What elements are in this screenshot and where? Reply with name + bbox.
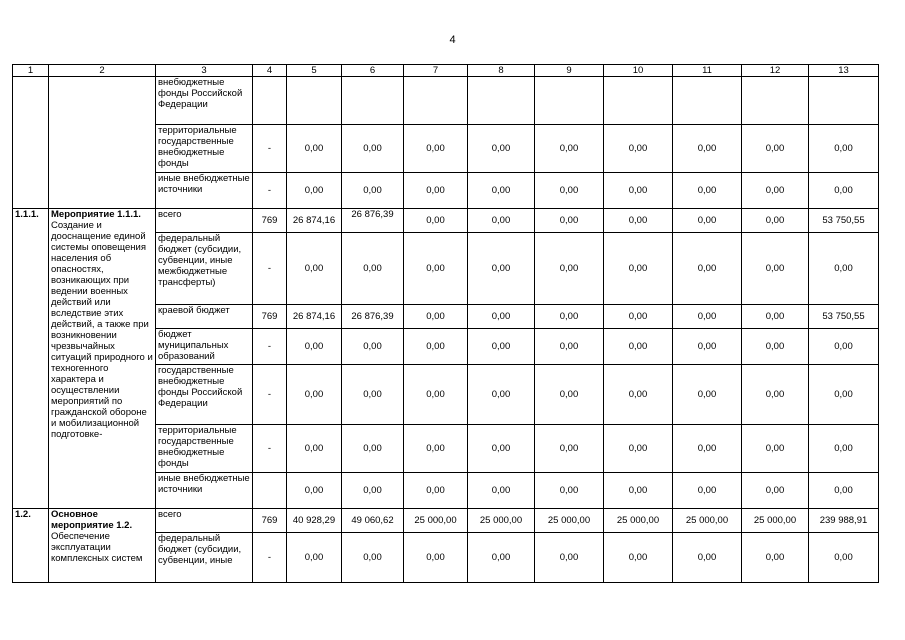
value-cell: 0,00 xyxy=(468,305,535,329)
column-header: 12 xyxy=(742,65,809,77)
column-header-row xyxy=(13,65,879,77)
value-cell: 0,00 xyxy=(468,425,535,473)
value-cell: 0,00 xyxy=(604,305,673,329)
funding-source: иные внебюджетные источники xyxy=(156,173,253,209)
value-cell: 0,00 xyxy=(342,173,404,209)
value-cell: 0,00 xyxy=(742,305,809,329)
value-cell: 0,00 xyxy=(604,233,673,305)
item-description: Создание и дооснащение единой системы оповещения населения об опасностях, возникающих при ведении военных действий или вследствие этих действий, а также при возникновении чрезвычайных ситуаций природного и техногенного характера и осуществлении мероприятий по гражданской обороне и мобилизационной подготовке- xyxy=(51,220,153,440)
funding-source: всего xyxy=(156,509,253,533)
value-cell: 0,00 xyxy=(468,233,535,305)
value-cell: 26 874,16 xyxy=(287,305,342,329)
code-cell: - xyxy=(253,533,287,583)
value-cell: 0,00 xyxy=(468,329,535,365)
item-description: Обеспечение эксплуатации комплексных систем xyxy=(51,531,143,564)
funding-source: государственные внебюджетные фонды Российской Федерации xyxy=(156,365,253,425)
value-cell: 0,00 xyxy=(342,425,404,473)
value-cell: 0,00 xyxy=(604,533,673,583)
item-name-cell xyxy=(49,509,156,583)
cell xyxy=(604,77,673,125)
value-cell: 0,00 xyxy=(287,173,342,209)
value-cell: 0,00 xyxy=(342,533,404,583)
item-name-cell xyxy=(49,209,156,509)
value-cell: 0,00 xyxy=(604,209,673,233)
value-cell: 0,00 xyxy=(604,173,673,209)
column-header: 4 xyxy=(253,65,287,77)
item-title: Мероприятие 1.1.1. xyxy=(51,209,141,220)
value-cell: 26 876,39 xyxy=(342,209,404,233)
value-cell: 0,00 xyxy=(535,125,604,173)
cell xyxy=(404,77,468,125)
funding-source: бюджет муниципальных образований xyxy=(156,329,253,365)
value-cell: 0,00 xyxy=(535,473,604,509)
value-cell: 0,00 xyxy=(604,125,673,173)
value-cell: 0,00 xyxy=(604,425,673,473)
code-cell: 769 xyxy=(253,305,287,329)
table-row xyxy=(13,509,879,533)
cell xyxy=(535,77,604,125)
code-cell: - xyxy=(253,125,287,173)
value-cell: 0,00 xyxy=(342,365,404,425)
value-cell: 49 060,62 xyxy=(342,509,404,533)
value-cell: 0,00 xyxy=(673,233,742,305)
column-header: 2 xyxy=(49,65,156,77)
value-cell: 0,00 xyxy=(404,173,468,209)
value-cell: 239 988,91 xyxy=(809,509,879,533)
funding-source: территориальные государственные внебюджетные фонды xyxy=(156,425,253,473)
value-cell: 26 876,39 xyxy=(342,305,404,329)
value-cell: 0,00 xyxy=(809,329,879,365)
value-cell: 0,00 xyxy=(742,125,809,173)
value-cell: 0,00 xyxy=(342,473,404,509)
funding-source: внебюджетные фонды Российской Федерации xyxy=(156,77,253,125)
value-cell: 0,00 xyxy=(673,209,742,233)
value-cell: 0,00 xyxy=(404,329,468,365)
funding-source: иные внебюджетные источники xyxy=(156,473,253,509)
column-header: 11 xyxy=(673,65,742,77)
code-cell xyxy=(253,473,287,509)
column-header: 1 xyxy=(13,65,49,77)
value-cell: 0,00 xyxy=(404,209,468,233)
cell xyxy=(253,77,287,125)
value-cell: 0,00 xyxy=(809,125,879,173)
value-cell: 0,00 xyxy=(604,473,673,509)
column-header: 6 xyxy=(342,65,404,77)
value-cell: 0,00 xyxy=(809,365,879,425)
value-cell: 0,00 xyxy=(742,425,809,473)
value-cell: 0,00 xyxy=(287,473,342,509)
funding-source: федеральный бюджет (субсидии, субвенции, иные xyxy=(156,533,253,583)
value-cell: 0,00 xyxy=(604,329,673,365)
value-cell: 0,00 xyxy=(468,473,535,509)
value-cell: 0,00 xyxy=(468,125,535,173)
value-cell: 0,00 xyxy=(287,365,342,425)
value-cell: 0,00 xyxy=(673,533,742,583)
value-cell: 0,00 xyxy=(468,533,535,583)
value-cell: 0,00 xyxy=(604,365,673,425)
value-cell: 0,00 xyxy=(809,533,879,583)
value-cell: 0,00 xyxy=(673,305,742,329)
index-cell xyxy=(13,77,49,209)
column-header: 10 xyxy=(604,65,673,77)
value-cell: 0,00 xyxy=(673,329,742,365)
value-cell: 0,00 xyxy=(535,305,604,329)
column-header: 7 xyxy=(404,65,468,77)
value-cell: 0,00 xyxy=(404,125,468,173)
funding-source: территориальные государственные внебюджетные фонды xyxy=(156,125,253,173)
value-cell: 0,00 xyxy=(287,125,342,173)
value-cell: 25 000,00 xyxy=(604,509,673,533)
column-header: 13 xyxy=(809,65,879,77)
cell xyxy=(287,77,342,125)
value-cell: 0,00 xyxy=(404,233,468,305)
value-cell: 25 000,00 xyxy=(742,509,809,533)
cell xyxy=(468,77,535,125)
value-cell: 0,00 xyxy=(404,533,468,583)
column-header: 9 xyxy=(535,65,604,77)
table-row xyxy=(13,209,879,233)
code-cell: 769 xyxy=(253,509,287,533)
value-cell: 0,00 xyxy=(535,209,604,233)
table-row xyxy=(13,77,879,125)
item-index: 1.1.1. xyxy=(13,209,49,509)
value-cell: 0,00 xyxy=(404,365,468,425)
cell xyxy=(809,77,879,125)
value-cell: 40 928,29 xyxy=(287,509,342,533)
value-cell: 0,00 xyxy=(673,365,742,425)
item-index: 1.2. xyxy=(13,509,49,583)
value-cell: 0,00 xyxy=(535,425,604,473)
value-cell: 0,00 xyxy=(809,425,879,473)
page-number: 4 xyxy=(449,34,456,46)
value-cell: 25 000,00 xyxy=(404,509,468,533)
value-cell: 0,00 xyxy=(742,209,809,233)
value-cell: 0,00 xyxy=(742,233,809,305)
value-cell: 0,00 xyxy=(742,365,809,425)
value-cell: 25 000,00 xyxy=(468,509,535,533)
code-cell: - xyxy=(253,233,287,305)
column-header: 3 xyxy=(156,65,253,77)
value-cell: 0,00 xyxy=(287,329,342,365)
value-cell: 0,00 xyxy=(535,533,604,583)
value-cell: 26 874,16 xyxy=(287,209,342,233)
value-cell: 0,00 xyxy=(342,329,404,365)
value-cell: 0,00 xyxy=(809,233,879,305)
value-cell: 0,00 xyxy=(673,173,742,209)
value-cell: 0,00 xyxy=(742,473,809,509)
funding-source: федеральный бюджет (субсидии, субвенции, иные межбюджетные трансферты) xyxy=(156,233,253,305)
value-cell: 0,00 xyxy=(742,173,809,209)
value-cell: 0,00 xyxy=(404,425,468,473)
value-cell: 0,00 xyxy=(673,473,742,509)
name-cell xyxy=(49,77,156,209)
funding-source: краевой бюджет xyxy=(156,305,253,329)
funding-source: всего xyxy=(156,209,253,233)
value-cell: 0,00 xyxy=(342,233,404,305)
value-cell: 25 000,00 xyxy=(535,509,604,533)
value-cell: 0,00 xyxy=(535,329,604,365)
item-title: Основное мероприятие 1.2. xyxy=(51,509,133,531)
value-cell: 0,00 xyxy=(742,533,809,583)
value-cell: 0,00 xyxy=(673,125,742,173)
value-cell: 53 750,55 xyxy=(809,209,879,233)
value-cell: 0,00 xyxy=(468,173,535,209)
value-cell: 0,00 xyxy=(535,173,604,209)
value-cell: 0,00 xyxy=(468,209,535,233)
value-cell: 0,00 xyxy=(287,533,342,583)
code-cell: 769 xyxy=(253,209,287,233)
value-cell: 0,00 xyxy=(809,473,879,509)
budget-table xyxy=(12,64,879,583)
column-header: 5 xyxy=(287,65,342,77)
value-cell: 25 000,00 xyxy=(673,509,742,533)
value-cell: 0,00 xyxy=(287,233,342,305)
value-cell: 53 750,55 xyxy=(809,305,879,329)
code-cell: - xyxy=(253,329,287,365)
cell xyxy=(342,77,404,125)
value-cell: 0,00 xyxy=(287,425,342,473)
value-cell: 0,00 xyxy=(809,173,879,209)
cell xyxy=(673,77,742,125)
code-cell: - xyxy=(253,425,287,473)
value-cell: 0,00 xyxy=(404,473,468,509)
column-header: 8 xyxy=(468,65,535,77)
value-cell: 0,00 xyxy=(535,233,604,305)
code-cell: - xyxy=(253,365,287,425)
cell xyxy=(742,77,809,125)
value-cell: 0,00 xyxy=(535,365,604,425)
value-cell: 0,00 xyxy=(673,425,742,473)
value-cell: 0,00 xyxy=(404,305,468,329)
value-cell: 0,00 xyxy=(742,329,809,365)
value-cell: 0,00 xyxy=(468,365,535,425)
code-cell: - xyxy=(253,173,287,209)
value-cell: 0,00 xyxy=(342,125,404,173)
